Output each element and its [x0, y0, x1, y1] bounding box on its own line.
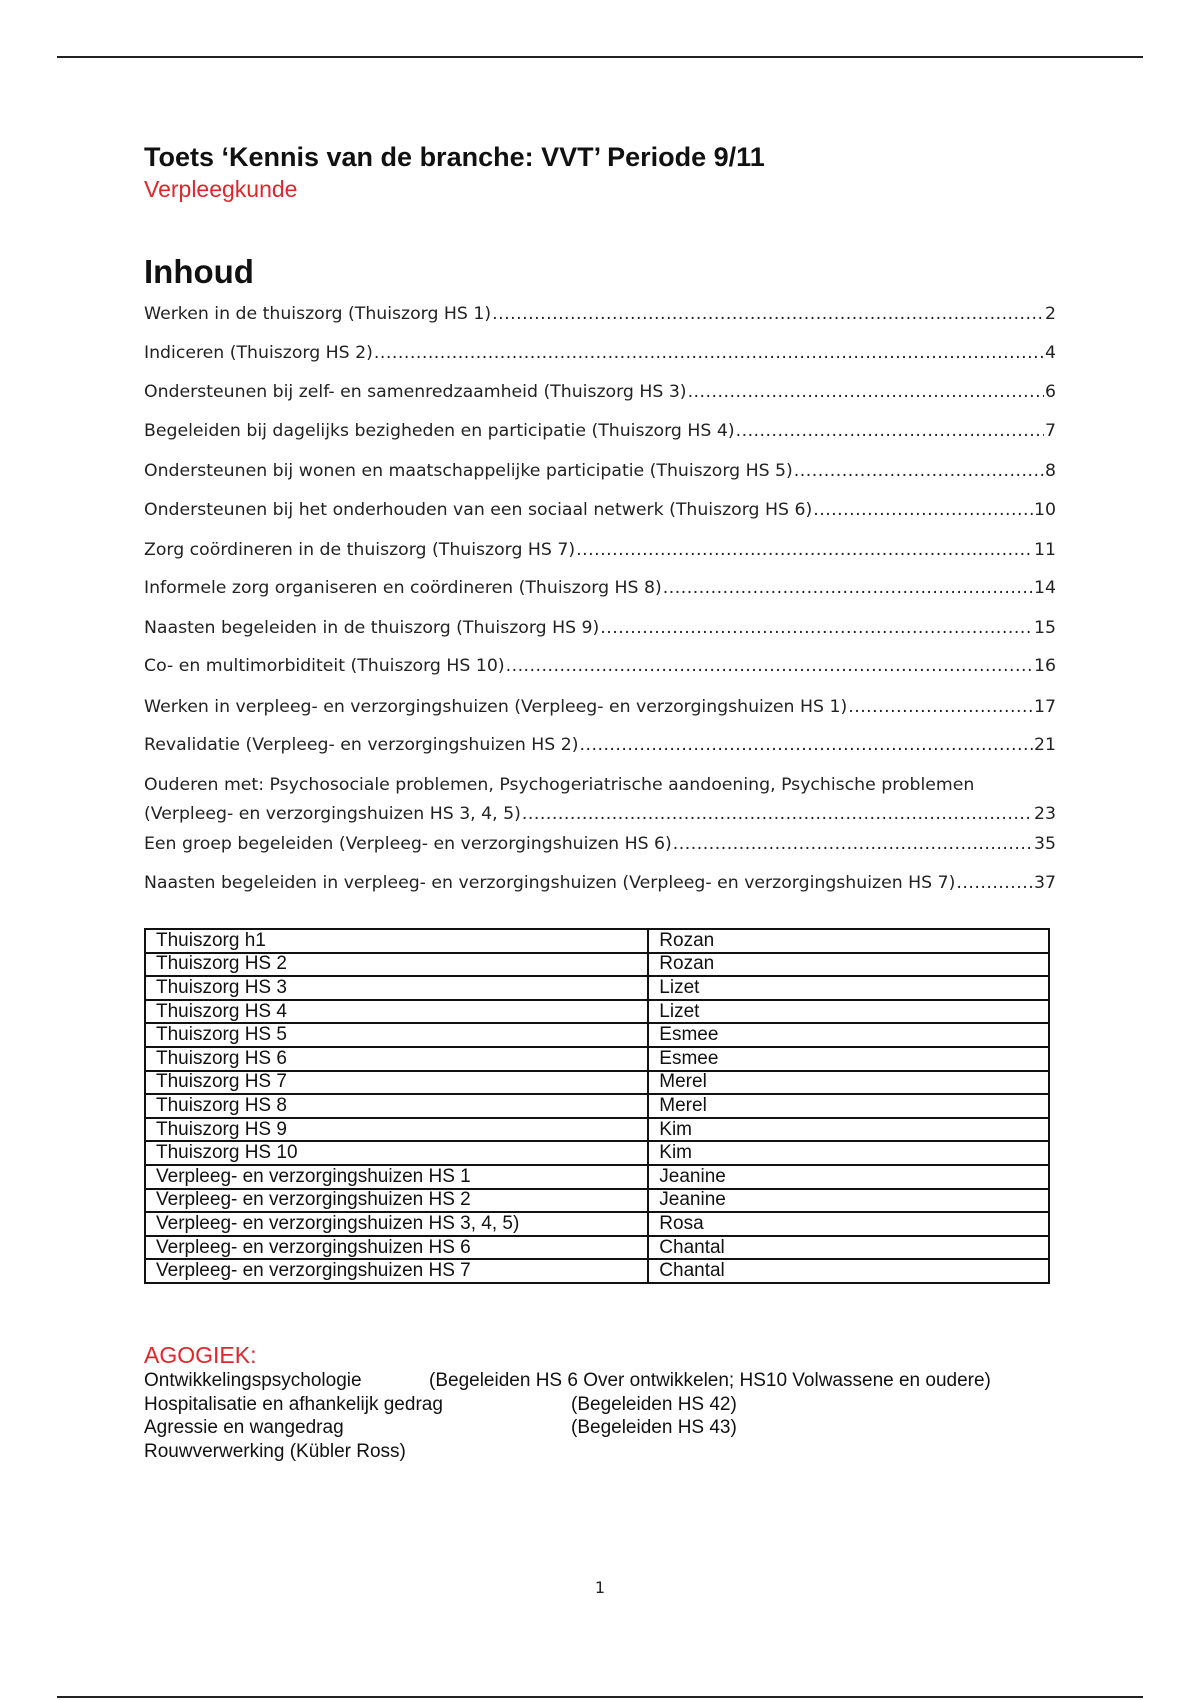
toc-entry[interactable]	[144, 652, 1056, 681]
chapter-cell: Thuiszorg HS 6	[145, 1047, 648, 1071]
toc-entry-title: Een groep begeleiden (Verpleeg- en verzorgingshuizen HS 6)	[144, 834, 672, 854]
chapter-cell: Thuiszorg HS 5	[145, 1023, 648, 1047]
table-row	[145, 953, 1049, 977]
toc-dot-leader	[579, 731, 1033, 760]
toc-entry-page: 23	[1034, 804, 1056, 824]
toc-dot-leader	[374, 339, 1044, 368]
toc-entry[interactable]	[144, 417, 1056, 446]
toc-entry-page: 6	[1045, 382, 1056, 402]
person-cell: Merel	[648, 1071, 1049, 1095]
toc-dot-leader	[848, 693, 1033, 722]
toc-entry[interactable]	[144, 731, 1056, 760]
agogiek-reference: (Begeleiden HS 43)	[571, 1417, 737, 1438]
toc-entry[interactable]	[144, 614, 1056, 643]
person-cell: Chantal	[648, 1259, 1049, 1283]
toc-dot-leader	[663, 574, 1033, 603]
toc-entry[interactable]	[144, 536, 1056, 565]
toc-entry-page: 8	[1045, 461, 1056, 481]
table-row	[145, 1094, 1049, 1118]
toc-dot-leader	[506, 652, 1033, 681]
agogiek-heading: AGOGIEK:	[144, 1342, 257, 1368]
person-cell: Lizet	[648, 1000, 1049, 1024]
chapter-cell: Verpleeg- en verzorgingshuizen HS 2	[145, 1189, 648, 1213]
toc-entry-title: Zorg coördineren in de thuiszorg (Thuiszorg HS 7)	[144, 540, 576, 560]
table-row	[145, 1118, 1049, 1142]
agogiek-reference: (Begeleiden HS 6 Over ontwikkelen; HS10 Volwassene en oudere)	[429, 1370, 991, 1391]
person-cell: Esmee	[648, 1023, 1049, 1047]
toc-entry[interactable]	[144, 693, 1056, 722]
toc-entry-title: Ondersteunen bij wonen en maatschappelijke participatie (Thuiszorg HS 5)	[144, 461, 793, 481]
toc-entry-title: Ondersteunen bij het onderhouden van een sociaal netwerk (Thuiszorg HS 6)	[144, 500, 813, 520]
toc-entry-page: 2	[1045, 304, 1056, 324]
toc-entry-page: 11	[1034, 540, 1056, 560]
table-row	[145, 1212, 1049, 1236]
toc-entry-page: 35	[1034, 834, 1056, 854]
toc-dot-leader	[492, 300, 1044, 329]
toc-entry-page: 21	[1034, 735, 1056, 755]
toc-entry[interactable]	[144, 339, 1056, 368]
toc-heading: Inhoud	[144, 253, 254, 290]
toc-entry-title: (Verpleeg- en verzorgingshuizen HS 3, 4, 5)	[144, 804, 521, 824]
chapter-cell: Thuiszorg HS 4	[145, 1000, 648, 1024]
toc-entry-page: 37	[1034, 873, 1056, 893]
chapter-cell: Thuiszorg HS 9	[145, 1118, 648, 1142]
chapter-cell: Thuiszorg HS 3	[145, 976, 648, 1000]
toc-dot-leader	[688, 378, 1044, 407]
toc-dot-leader	[576, 536, 1033, 565]
toc-dot-leader	[794, 457, 1044, 486]
table-row	[145, 1071, 1049, 1095]
table-row	[145, 1000, 1049, 1024]
toc-entry-page: 17	[1034, 697, 1056, 717]
person-cell: Chantal	[648, 1236, 1049, 1260]
toc-entry-page: 16	[1034, 656, 1056, 676]
document-subtitle: Verpleegkunde	[144, 176, 298, 202]
toc-entry[interactable]	[144, 869, 1056, 898]
toc-entry-title: Indiceren (Thuiszorg HS 2)	[144, 343, 373, 363]
toc-dot-leader	[522, 800, 1033, 829]
toc-entry-title: Naasten begeleiden in de thuiszorg (Thuiszorg HS 9)	[144, 618, 600, 638]
toc-entry[interactable]	[144, 378, 1056, 407]
person-cell: Jeanine	[648, 1165, 1049, 1189]
toc-entry-title: Begeleiden bij dagelijks bezigheden en participatie (Thuiszorg HS 4)	[144, 421, 735, 441]
person-cell: Rozan	[648, 929, 1049, 953]
toc-dot-leader	[956, 869, 1033, 898]
table-row	[145, 1165, 1049, 1189]
toc-entry[interactable]	[144, 830, 1056, 859]
toc-entry-page: 4	[1045, 343, 1056, 363]
chapter-cell: Verpleeg- en verzorgingshuizen HS 7	[145, 1259, 648, 1283]
person-cell: Rosa	[648, 1212, 1049, 1236]
toc-entry-title: Revalidatie (Verpleeg- en verzorgingshuizen HS 2)	[144, 735, 579, 755]
page-number: 1	[594, 1578, 606, 1597]
chapter-assignment-table	[144, 928, 1050, 1284]
person-cell: Kim	[648, 1118, 1049, 1142]
person-cell: Lizet	[648, 976, 1049, 1000]
table-row	[145, 1236, 1049, 1260]
toc-entry-title: Informele zorg organiseren en coördineren (Thuiszorg HS 8)	[144, 578, 662, 598]
toc-dot-leader	[813, 496, 1033, 525]
toc-entry-title: Ondersteunen bij zelf- en samenredzaamheid (Thuiszorg HS 3)	[144, 382, 687, 402]
person-cell: Jeanine	[648, 1189, 1049, 1213]
toc-entry-title: Co- en multimorbiditeit (Thuiszorg HS 10)	[144, 656, 505, 676]
table-row	[145, 1047, 1049, 1071]
toc-entry-page: 10	[1034, 500, 1056, 520]
table-row	[145, 976, 1049, 1000]
chapter-cell: Thuiszorg HS 8	[145, 1094, 648, 1118]
table-row	[145, 929, 1049, 953]
agogiek-topic: Rouwverwerking (Kübler Ross)	[144, 1440, 406, 1462]
toc-entry[interactable]	[144, 771, 1056, 829]
toc-entry-title-line1: Ouderen met: Psychosociale problemen, Psychogeriatrische aandoening, Psychische problemen	[144, 775, 975, 795]
chapter-cell: Thuiszorg h1	[145, 929, 648, 953]
agogiek-topic: Ontwikkelingspsychologie	[144, 1370, 362, 1391]
toc-entry-page: 15	[1034, 618, 1056, 638]
toc-entry[interactable]	[144, 574, 1056, 603]
toc-entry-title: Naasten begeleiden in verpleeg- en verzorgingshuizen (Verpleeg- en verzorgingshuizen HS 7)	[144, 873, 956, 893]
chapter-cell: Verpleeg- en verzorgingshuizen HS 3, 4, 5)	[145, 1212, 648, 1236]
person-cell: Rozan	[648, 953, 1049, 977]
person-cell: Merel	[648, 1094, 1049, 1118]
toc-entry-title: Werken in verpleeg- en verzorgingshuizen (Verpleeg- en verzorgingshuizen HS 1)	[144, 697, 848, 717]
chapter-cell: Thuiszorg HS 10	[145, 1141, 648, 1165]
agogiek-topic: Hospitalisatie en afhankelijk gedrag	[144, 1393, 443, 1415]
toc-entry[interactable]	[144, 457, 1056, 486]
chapter-cell: Verpleeg- en verzorgingshuizen HS 6	[145, 1236, 648, 1260]
toc-dot-leader	[736, 417, 1044, 446]
agogiek-topic: Agressie en wangedrag	[144, 1417, 344, 1438]
top-rule	[57, 56, 1143, 58]
bottom-rule	[57, 1696, 1143, 1698]
toc-entry-title: Werken in de thuiszorg (Thuiszorg HS 1)	[144, 304, 492, 324]
toc-entry-page: 14	[1034, 578, 1056, 598]
table-row	[145, 1259, 1049, 1283]
person-cell: Esmee	[648, 1047, 1049, 1071]
toc-entry[interactable]	[144, 496, 1056, 525]
chapter-cell: Verpleeg- en verzorgingshuizen HS 1	[145, 1165, 648, 1189]
toc-dot-leader	[673, 830, 1033, 859]
toc-entry[interactable]	[144, 300, 1056, 329]
person-cell: Kim	[648, 1141, 1049, 1165]
table-row	[145, 1023, 1049, 1047]
toc-dot-leader	[600, 614, 1033, 643]
toc-entry-page: 7	[1045, 421, 1056, 441]
document-title: Toets ‘Kennis van de branche: VVT’ Periode 9/11	[144, 142, 765, 172]
agogiek-reference: (Begeleiden HS 42)	[571, 1393, 737, 1415]
chapter-cell: Thuiszorg HS 2	[145, 953, 648, 977]
chapter-cell: Thuiszorg HS 7	[145, 1071, 648, 1095]
table-row	[145, 1189, 1049, 1213]
table-row	[145, 1141, 1049, 1165]
